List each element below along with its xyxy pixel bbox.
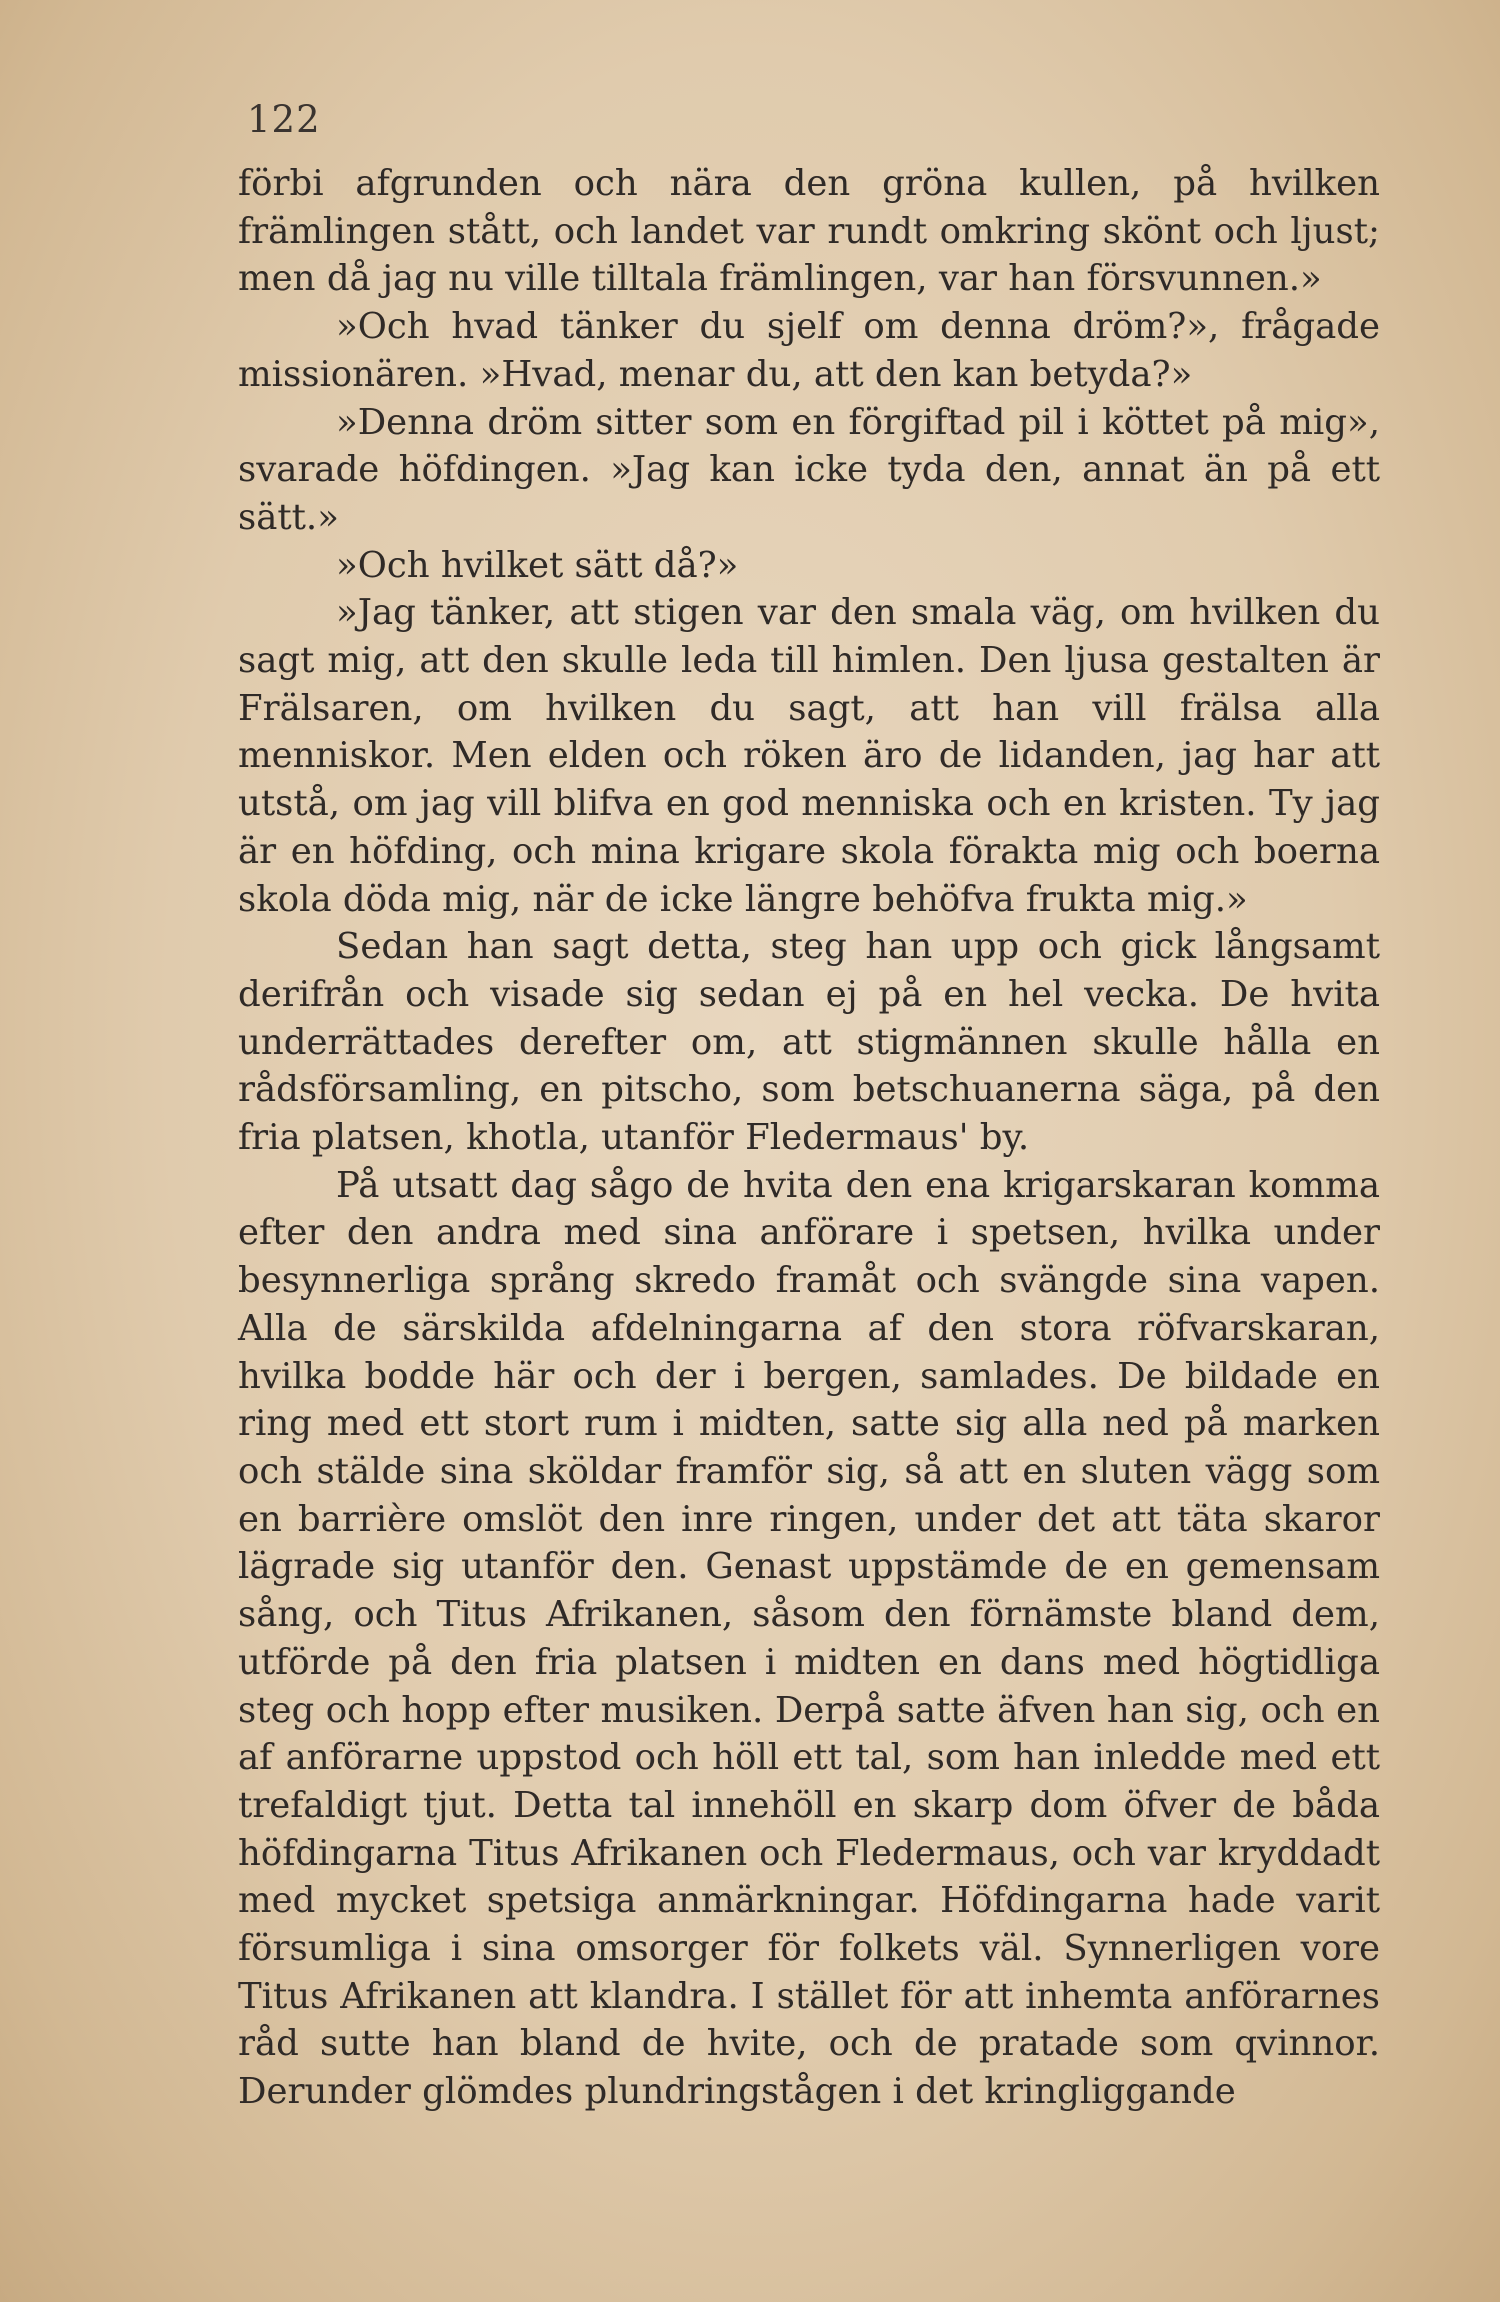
- paragraph-assembly: På utsatt dag sågo de hvita den ena krigarskaran komma efter den andra med sina anförare i spetsen, hvilka under besynnerliga språng skredo framåt och svängde sina vapen. Alla de särskilda afdelningarna af den stora röfvarskaran, hvilka bodde här och der i bergen, samlades. De bildade en ring med ett stort rum i midten, satte sig alla ned på marken och stälde sina sköldar framför sig, så att en sluten vägg som en barrière omslöt den inre ringen, under det att täta skaror lägrade sig utanför den. Genast uppstämde de en gemensam sång, och Titus Afrikanen, såsom den förnämste bland dem, utförde på den fria platsen i midten en dans med högtidliga steg och hopp efter musiken. Derpå satte äfven han sig, och en af anförarne uppstod och höll ett tal, som han inledde med ett trefaldigt tjut. Detta tal innehöll en skarp dom öfver de båda höfdingarna Titus Afrikanen och Fledermaus, och var kryddadt med mycket spetsiga anmärkningar. Höfdingarna hade varit försumliga i sina omsorger för folkets väl. Synnerligen vore Titus Afrikanen att klandra. I stället för att inhemta anförarnes råd sutte han bland de hvite, och de pratade som qvinnor. Derunder glömdes plundringstågen i det kringliggande: [238, 1164, 1380, 2113]
- body-text: [238, 160, 1380, 2116]
- page-number: 122: [247, 98, 321, 141]
- paragraph-council: Sedan han sagt detta, steg han upp och gick långsamt derifrån och visade sig sedan ej på en hel vecka. De hvita underrättades derefter om, att stigmännen skulle hålla en rådsförsamling, en pitscho, som betschuanerna säga, på den fria platsen, khotla, utanför Fledermaus' by.: [238, 926, 1380, 1159]
- paragraph-which-way: »Och hvilket sätt då?»: [336, 544, 739, 586]
- paragraph-interpretation: »Jag tänker, att stigen var den smala väg, om hvilken du sagt mig, att den skulle leda till himlen. Den ljusa gestalten är Frälsaren, om hvilken du sagt, att han vill frälsa alla menniskor. Men elden och röken äro de lidanden, jag har att utstå, om jag vill blifva en god menniska och en kristen. Ty jag är en höfding, och mina krigare skola förakta mig och boerna skola döda mig, när de icke längre behöfva frukta mig.»: [238, 592, 1380, 920]
- paragraph-missionary-question: »Och hvad tänker du sjelf om denna dröm?», frågade missionären. »Hvad, menar du, att den kan betyda?»: [238, 306, 1380, 395]
- paragraph-chief-reply: »Denna dröm sitter som en förgiftad pil i köttet på mig», svarade höfdingen. »Jag kan icke tyda den, annat än på ett sätt.»: [238, 401, 1380, 538]
- paragraph-continuation: förbi afgrunden och nära den gröna kullen, på hvilken främlingen stått, och landet var rundt omkring skönt och ljust; men då jag nu ville tilltala främlingen, var han försvunnen.»: [238, 163, 1380, 300]
